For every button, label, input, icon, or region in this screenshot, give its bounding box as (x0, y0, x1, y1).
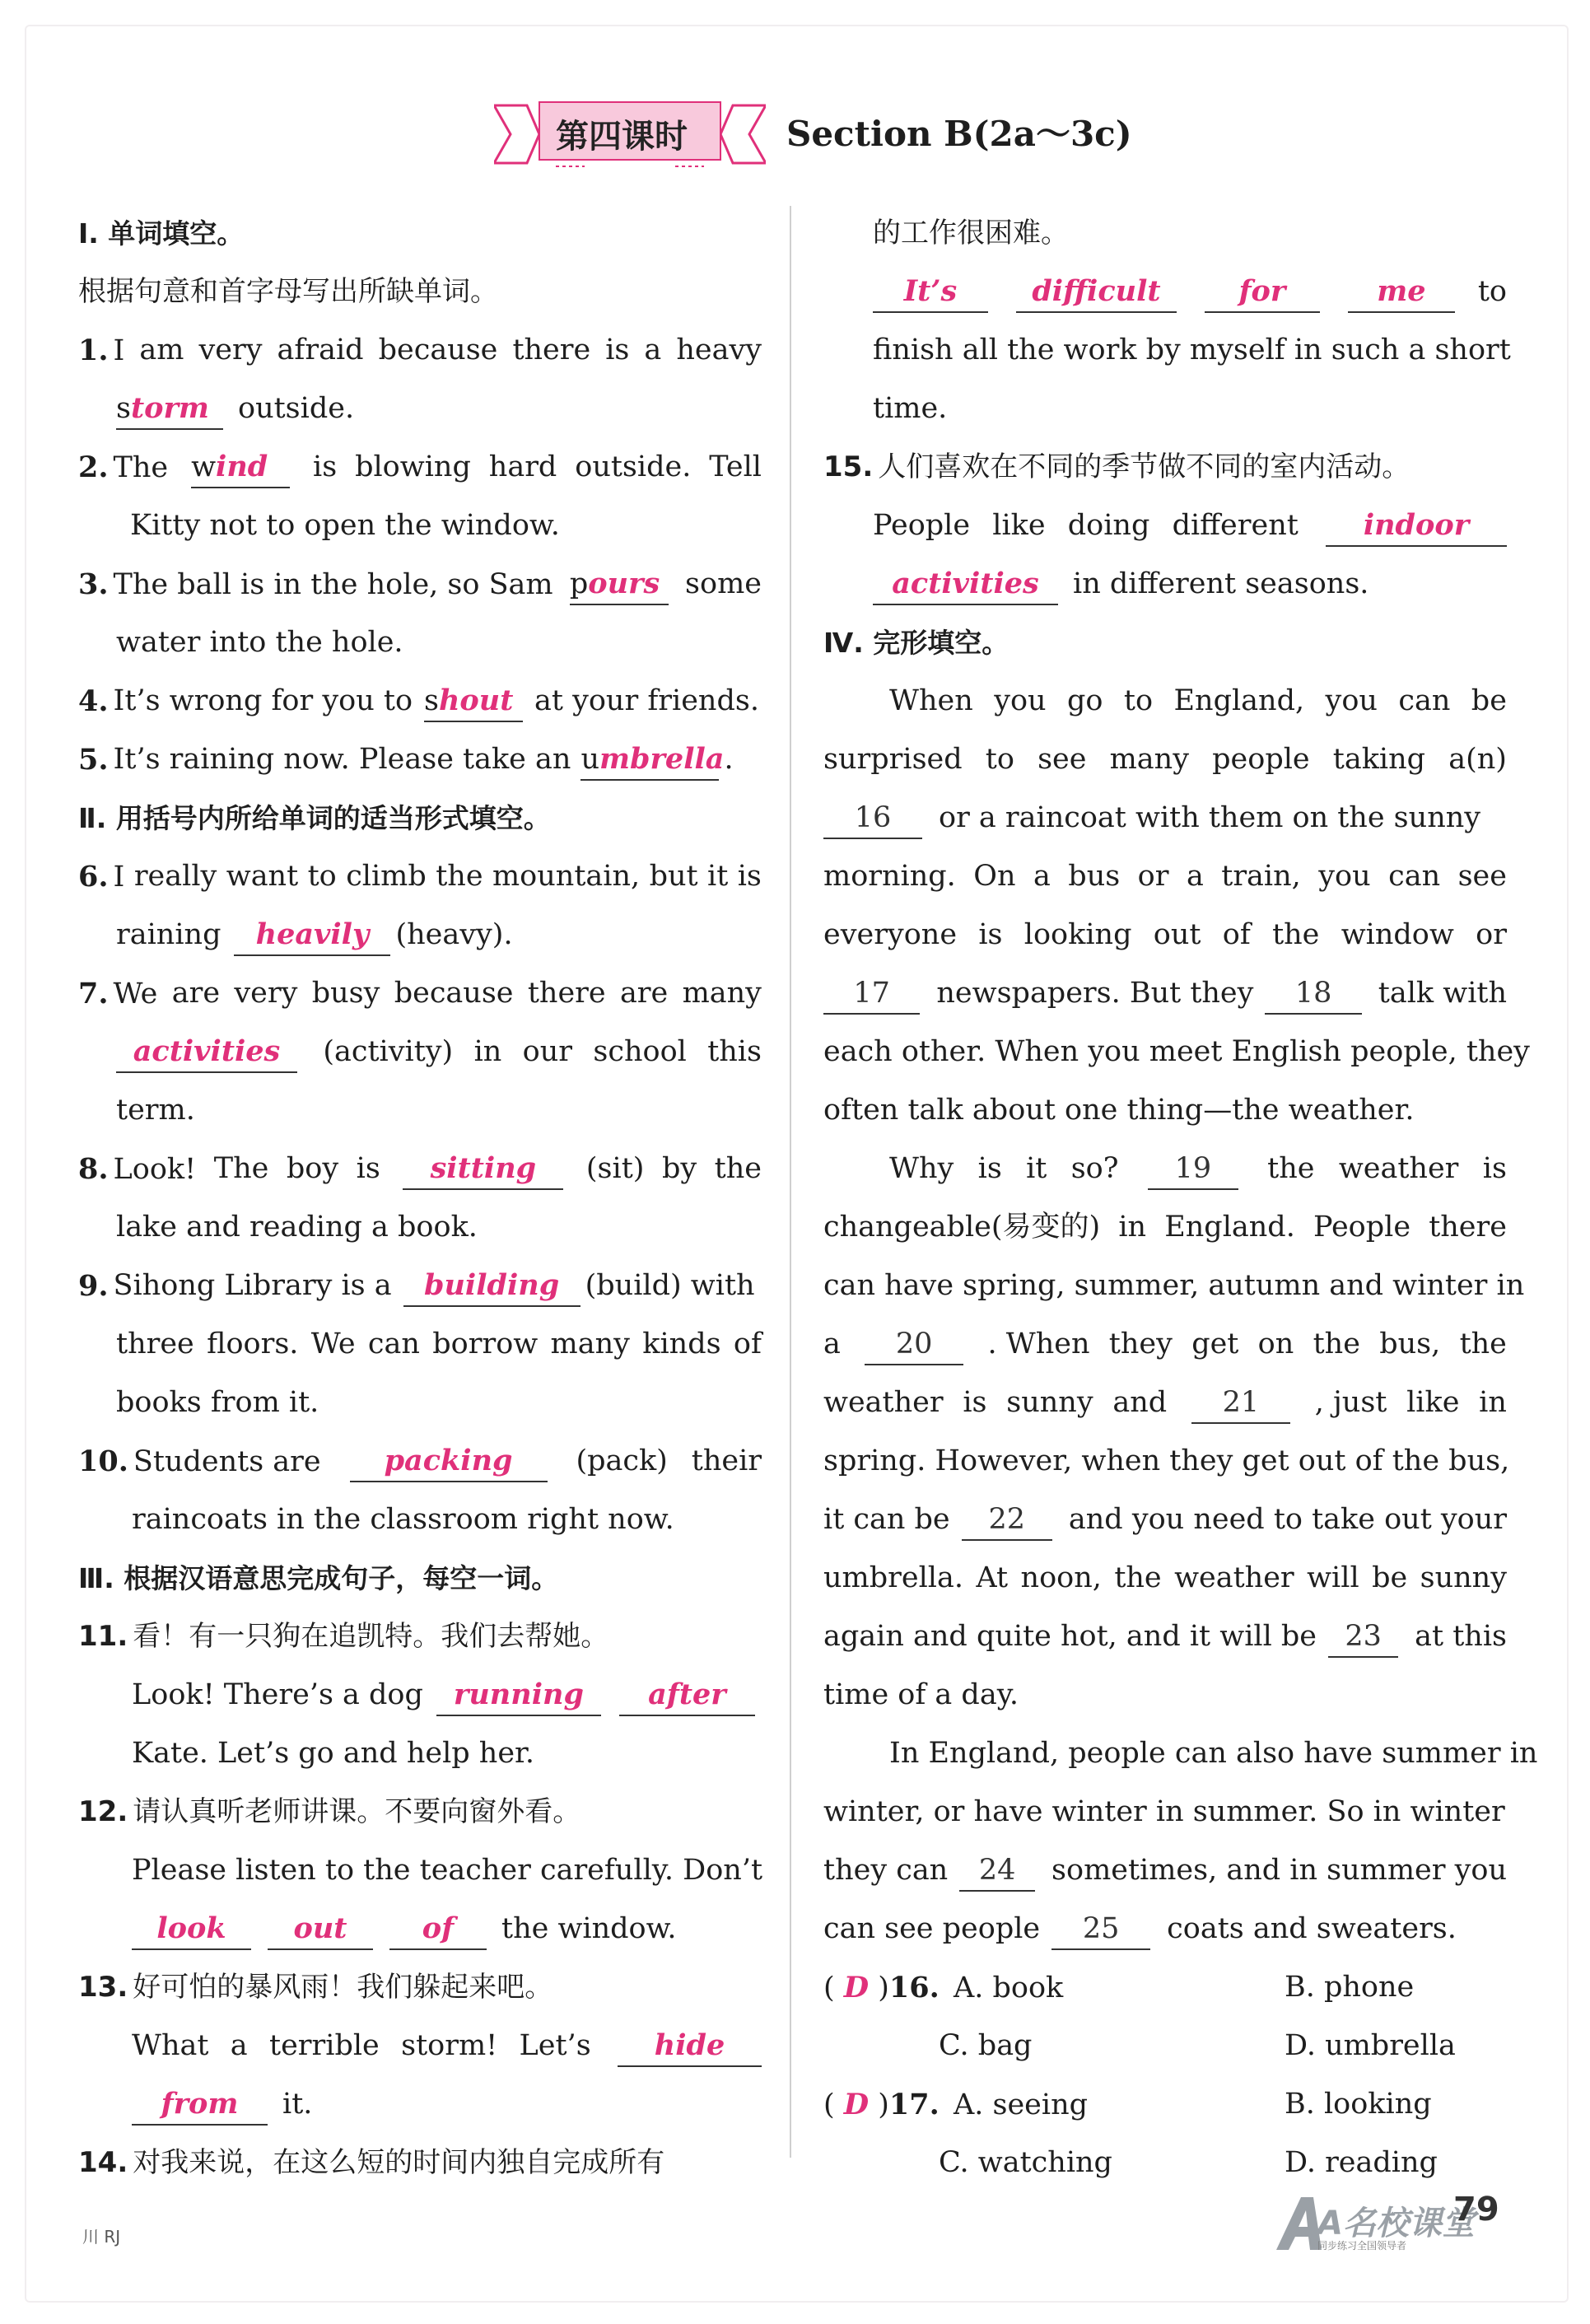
column-divider (790, 206, 791, 2158)
option-b[interactable]: B. phone (1285, 1971, 1415, 2004)
q9-line1: 9. Sihong Library is a building (build) with (78, 1257, 762, 1315)
answer-blank[interactable]: sitting (403, 1149, 563, 1190)
q8-line2: lake and reading a book. (116, 1211, 478, 1244)
q9-line3: books from it. (116, 1386, 319, 1419)
cloze-blank[interactable]: 17 (823, 973, 920, 1015)
q12-cn: 12. 请认真听老师讲课。不要向窗外看。 (78, 1795, 581, 1828)
option-d[interactable]: D. umbrella (1285, 2029, 1456, 2062)
answer-blank[interactable]: wind (191, 447, 290, 488)
q13-cn: 13. 好可怕的暴风雨！我们躲起来吧。 (78, 1971, 553, 2004)
cloze-p2-line7: it can be 22 and you need to take out your (823, 1491, 1507, 1549)
q12-line3: look out of the window. (78, 1900, 762, 1958)
option-a[interactable]: A. seeing (953, 2088, 1089, 2121)
cloze-p1-line8: often talk about one thing—the weather. (823, 1094, 1415, 1127)
q2-line1: 2. The wind is blowing hard outside. Tell (78, 438, 762, 497)
q7-line3: term. (116, 1094, 195, 1127)
part4-heading: Ⅳ. 完形填空。 (823, 627, 1009, 659)
page-number: 79 (1453, 2191, 1499, 2228)
answer-blank[interactable]: for (1205, 272, 1320, 313)
cloze-blank[interactable]: 16 (823, 798, 922, 839)
section-title: Section B(2a～3c) (786, 114, 1132, 154)
q12-line2: Please listen to the teacher carefully. Don’t (132, 1854, 763, 1887)
q15-cn: 15. 人们喜欢在不同的季节做不同的室内活动。 (823, 450, 1410, 483)
cloze-blank[interactable]: 18 (1265, 973, 1361, 1015)
q15-line3: activities in different seasons. (823, 555, 1507, 614)
answer-blank[interactable]: running (436, 1675, 601, 1716)
q5-line1: 5. It’s raining now. Please take an umbrella . (78, 730, 762, 789)
answer-blank[interactable]: activities (116, 1032, 297, 1073)
cloze-p2-line5: weather is sunny and 21 , just like in (823, 1374, 1507, 1432)
q14-cn: 14. 对我来说，在这么短的时间内独自完成所有 (78, 2146, 665, 2179)
cloze-p2-line4: a 20 . When they get on the bus, the (823, 1315, 1507, 1374)
q14-line3: finish all the work by myself in such a short (873, 334, 1511, 366)
option-b[interactable]: B. looking (1285, 2088, 1432, 2121)
answer-blank[interactable]: building (403, 1266, 581, 1307)
q6-line2: raining heavily (heavy). (78, 906, 762, 964)
answer-blank[interactable]: after (619, 1675, 755, 1716)
part2-heading: Ⅱ. 用括号内所给单词的适当形式填空。 (78, 802, 551, 834)
right-column (823, 204, 1538, 2192)
cloze-p2-line3: can have spring, summer, autumn and winter in (823, 1269, 1525, 1302)
q13-line3: from it. (78, 2075, 762, 2134)
answer-blank[interactable]: hide (618, 2026, 762, 2067)
cloze-p2-line8: umbrella. At noon, the weather will be sunny (823, 1561, 1507, 1594)
answer-blank[interactable]: out (268, 1909, 373, 1950)
q14-line2: It’s difficult for me to (823, 263, 1507, 321)
answer-blank[interactable]: shout (424, 681, 523, 722)
q14-line4: time. (873, 392, 948, 425)
cloze-p1-line7: each other. When you meet English people, they (823, 1035, 1530, 1068)
q11-line2: Look! There’s a dog running after (78, 1666, 762, 1724)
q16-line1: ( D )16. A. book B. phone (823, 1958, 1507, 2017)
q3-line2: water into the hole. (116, 626, 403, 659)
cloze-blank[interactable]: 22 (962, 1500, 1052, 1541)
q13-line2: What a terrible storm! Let’s hide (78, 2017, 762, 2075)
cloze-p2-line9: again and quite hot, and it will be 23 at this (823, 1608, 1507, 1666)
q17-answer[interactable]: D (843, 2087, 870, 2121)
option-c[interactable]: C. watching (939, 2146, 1112, 2179)
cloze-p3-line1: In England, people can also have summer in (889, 1737, 1538, 1770)
answer-blank[interactable]: from (132, 2084, 268, 2126)
answer-blank[interactable]: umbrella (581, 740, 719, 781)
cloze-p1-line4: morning. On a bus or a train, you can see (823, 860, 1507, 893)
answer-blank[interactable]: of (389, 1909, 487, 1950)
cloze-p3-line3: they can 24 sometimes, and in summer you (823, 1841, 1507, 1900)
q17-line1: ( D )17. A. seeing B. looking (823, 2075, 1507, 2134)
part1-heading: Ⅰ. 单词填空。 (78, 217, 245, 250)
q16-line2 (823, 2017, 1507, 2075)
cloze-blank[interactable]: 23 (1328, 1617, 1398, 1658)
q10-line2: raincoats in the classroom right now. (132, 1503, 674, 1536)
publisher-logo-subtitle: 同步练习全国领导者 (1317, 2240, 1407, 2252)
q3-line1: 3. The ball is in the hole, so Sam pours some (78, 555, 762, 614)
answer-blank[interactable]: pours (570, 564, 669, 605)
q9-line2: three floors. We can borrow many kinds of (116, 1328, 762, 1360)
q7-line2: activities (activity) in our school this (78, 1023, 762, 1081)
publisher-logo-text: A名校课堂 (1317, 2205, 1475, 2242)
cloze-p2-line1: Why is it so? 19 the weather is (823, 1140, 1507, 1198)
cloze-p3-line4: can see people 25 coats and sweaters. (823, 1900, 1507, 1958)
q11-line3: Kate. Let’s go and help her. (132, 1737, 535, 1770)
part3-heading: Ⅲ. 根据汉语意思完成句子，每空一词。 (78, 1562, 559, 1594)
cloze-p1-line2: surprised to see many people taking a(n) (823, 743, 1507, 776)
q2-line2: Kitty not to open the window. (130, 509, 560, 542)
q15-line2: People like doing different indoor (823, 497, 1507, 555)
cloze-blank[interactable]: 24 (959, 1850, 1035, 1892)
q11-cn: 11. 看！有一只狗在追凯特。我们去帮她。 (78, 1620, 609, 1653)
answer-blank[interactable]: difficult (1016, 272, 1177, 313)
cloze-p2-line2: changeable(易变的) in England. People there (823, 1211, 1507, 1244)
cloze-p1-line5: everyone is looking out of the window or (823, 918, 1507, 951)
cloze-p2-line6: spring. However, when they get out of the bus, (823, 1444, 1510, 1477)
left-column (78, 204, 762, 2192)
option-c[interactable]: C. bag (939, 2029, 1033, 2062)
q1-line1: 1. I am very afraid because there is a heavy (78, 333, 762, 367)
q14-cn-cont: 的工作很困难。 (873, 217, 1069, 250)
option-a[interactable]: A. book (953, 1971, 1064, 2004)
answer-blank[interactable]: look (132, 1909, 251, 1950)
cloze-blank[interactable]: 19 (1148, 1149, 1238, 1190)
lesson-tag-label: 第四课时 (556, 118, 688, 156)
q7-line1: 7. We are very busy because there are many (78, 976, 762, 1010)
answer-blank[interactable]: activities (873, 564, 1058, 605)
lesson-tag (494, 99, 766, 170)
answer-blank[interactable]: storm (116, 389, 223, 430)
cloze-p3-line2: winter, or have winter in summer. So in winter (823, 1795, 1505, 1828)
answer-blank[interactable]: packing (350, 1441, 548, 1482)
option-d[interactable]: D. reading (1285, 2146, 1438, 2179)
q1-line2: storm outside. (78, 380, 762, 438)
answer-blank[interactable]: indoor (1326, 506, 1507, 547)
answer-blank[interactable]: me (1348, 272, 1455, 313)
part1-instruction: 根据句意和首字母写出所缺单词。 (78, 275, 498, 308)
q6-line1: 6. I really want to climb the mountain, but it is (78, 859, 762, 894)
edition-label: 川 RJ (82, 2227, 121, 2247)
cloze-p1-line1: When you go to England, you can be (889, 684, 1507, 717)
q10-line1: 10. Students are packing (pack) their (78, 1432, 762, 1491)
q16-answer[interactable]: D (843, 1970, 870, 2004)
q8-line1: 8. Look! The boy is sitting (sit) by the (78, 1140, 762, 1198)
cloze-blank[interactable]: 20 (865, 1324, 963, 1365)
cloze-blank[interactable]: 25 (1051, 1909, 1150, 1950)
cloze-p2-line10: time of a day. (823, 1678, 1019, 1711)
cloze-blank[interactable]: 21 (1191, 1383, 1290, 1424)
cloze-p1-line3: 16 or a raincoat with them on the sunny (823, 789, 1507, 847)
answer-blank[interactable]: heavily (234, 915, 390, 956)
cloze-p1-line6: 17 newspapers. But they 18 talk with (823, 964, 1507, 1023)
answer-blank[interactable]: It’s (873, 272, 988, 313)
q17-line2 (823, 2134, 1507, 2192)
q4-line1: 4. It’s wrong for you to shout at your friends. (78, 672, 762, 730)
